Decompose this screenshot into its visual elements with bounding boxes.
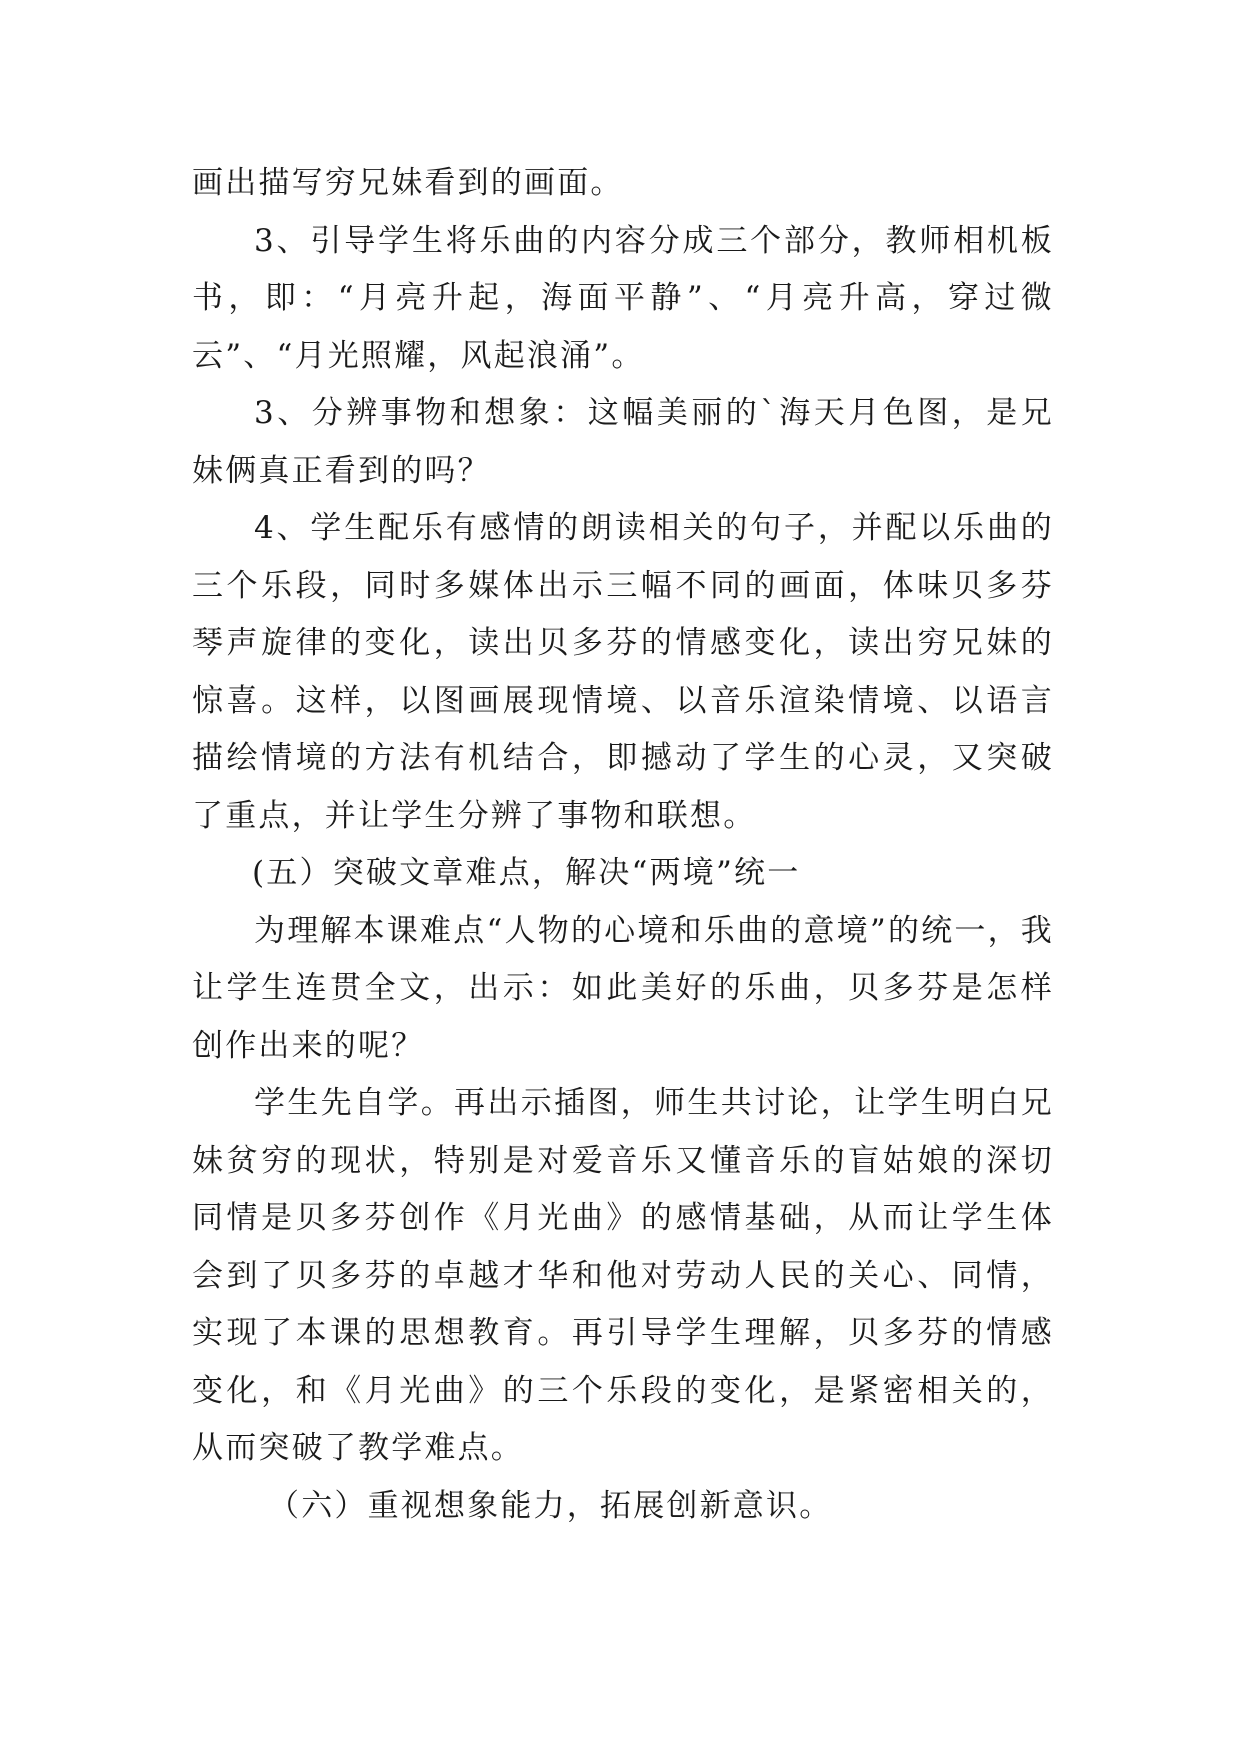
paragraph-self-study: 学生先自学。再出示插图，师生共讨论，让学生明白兄妹贫穷的现状，特别是对爱音乐又懂音乐的盲姑娘的深切同情是贝多芬创作《月光曲》的感情基础，从而让学生体会到了贝多芬的卓越才华和他对劳动人民的关心、同情，实现了本课的思想教育。再引导学生理解，贝多芬的情感变化，和《月光曲》的三个乐段的变化，是紧密相关的，从而突破了教学难点。 — [192, 1085, 1054, 1466]
section-heading-5: (五）突破文章难点，解决“两境”统一 — [252, 855, 801, 891]
section-heading-6: （六）重视想象能力，拓展创新意识。 — [268, 1487, 833, 1524]
paragraph-step-3-divide-music: 3、引导学生将乐曲的内容分成三个部分，教师相机板书，即：“月亮升起，海面平静”、“月亮升高，穿过微云”、“月光照耀，风起浪涌”。 — [192, 222, 1054, 374]
document-body — [192, 155, 1054, 1535]
paragraph-step-4-reading: 4、学生配乐有感情的朗读相关的句子，并配以乐曲的三个乐段，同时多媒体出示三幅不同的画面，体味贝多芬琴声旋律的变化，读出贝多芬的情感变化，读出穷兄妹的惊喜。这样，以图画展现情境、以音乐渲染情境、以语言描绘情境的方法有机结合，即撼动了学生的心灵，又突破了重点，并让学生分辨了事物和联想。 — [192, 510, 1054, 834]
paragraph-difficulty: 为理解本课难点“人物的心境和乐曲的意境”的统一，我让学生连贯全文，出示：如此美好的乐曲，贝多芬是怎样创作出来的呢？ — [192, 912, 1054, 1064]
paragraph-step-3-distinguish: 3、分辨事物和想象：这幅美丽的`海天月色图，是兄妹俩真正看到的吗？ — [192, 395, 1054, 489]
paragraph-continuation: 画出描写穷兄妹看到的画面。 — [192, 165, 624, 201]
